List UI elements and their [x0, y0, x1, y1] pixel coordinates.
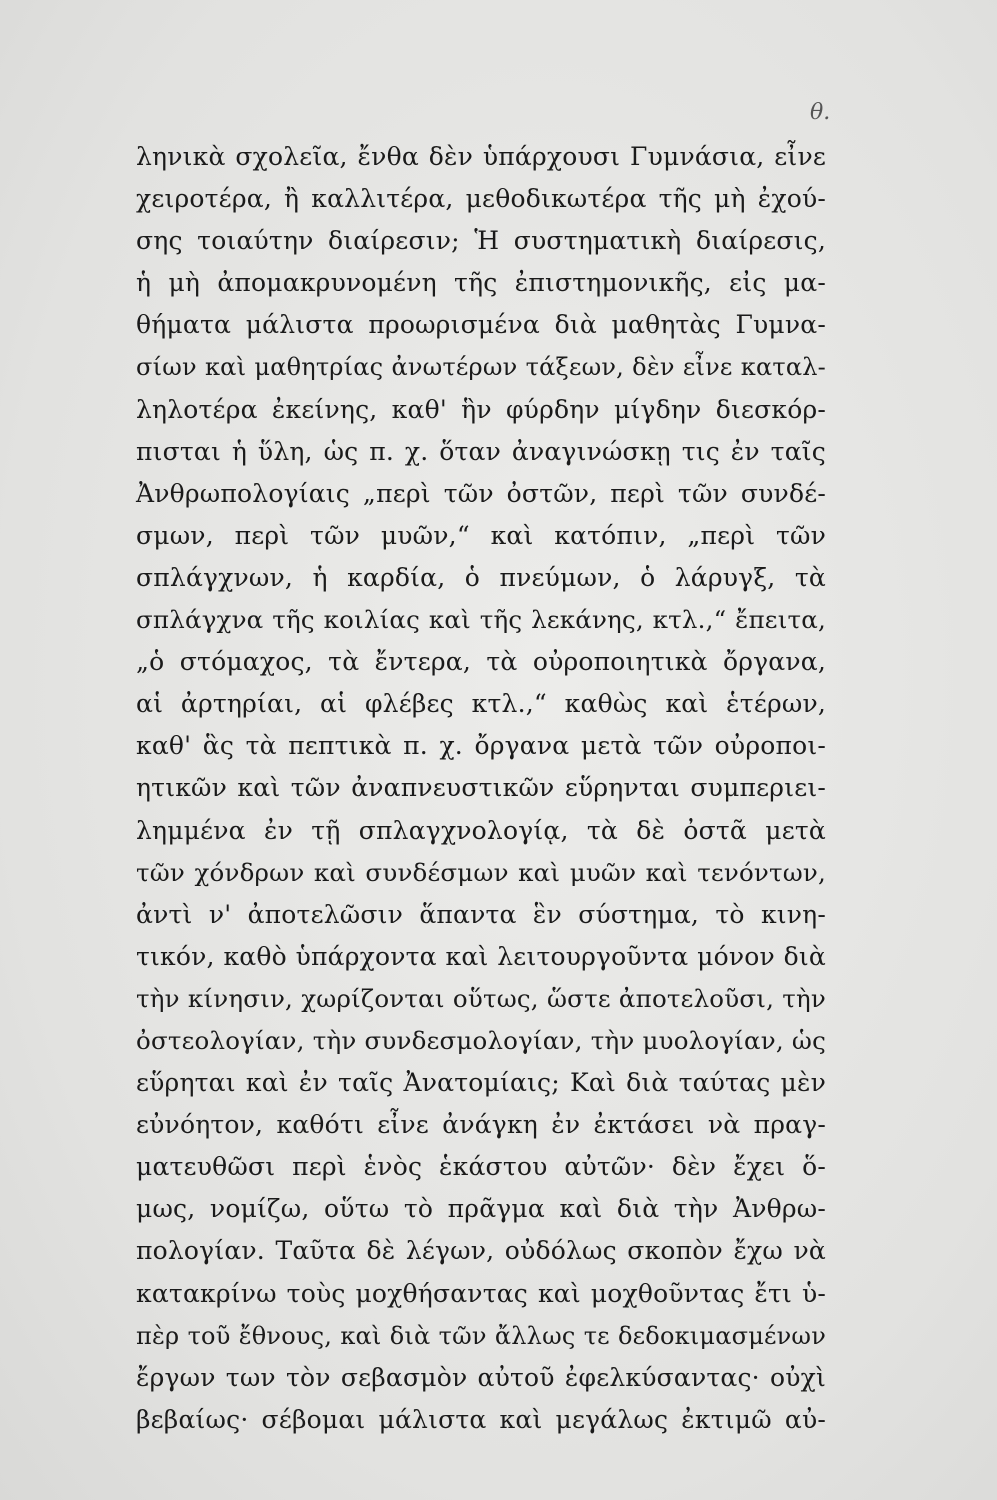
text-line: ὀστεολογίαν, τὴν συνδεσμολογίαν, τὴν μυολογίαν, ὡς	[136, 1025, 826, 1055]
text-line: αἱ ἀρτηρίαι, αἱ φλέβες κτλ.,“ καθὼς καὶ ἑτέρων,	[136, 689, 826, 719]
text-line: ληλοτέρα ἐκείνης, καθ' ἣν φύρδην μίγδην διεσκόρ-	[136, 394, 826, 424]
text-line: τικόν, καθὸ ὑπάρχοντα καὶ λειτουργοῦντα μόνον διὰ	[136, 941, 826, 971]
text-line: ητικῶν καὶ τῶν ἀναπνευστικῶν εὕρηνται συμπεριει-	[136, 773, 826, 803]
text-line: πισται ἡ ὕλη, ὡς π. χ. ὅταν ἀναγινώσκῃ τις ἐν ταῖς	[136, 436, 826, 466]
text-line: ἡ μὴ ἀπομακρυνομένη τῆς ἐπιστημονικῆς, εἰς μα-	[136, 268, 826, 298]
text-line: σπλάγχνα τῆς κοιλίας καὶ τῆς λεκάνης, κτλ.,“ ἔπειτα,	[136, 605, 826, 635]
text-line: βεβαίως· σέβομαι μάλιστα καὶ μεγάλως ἐκτιμῶ αὐ-	[136, 1404, 826, 1434]
text-line: μως, νομίζω, οὕτω τὸ πρᾶγμα καὶ διὰ τὴν Ἀνθρω-	[136, 1194, 826, 1224]
text-line: τὴν κίνησιν, χωρίζονται οὕτως, ὥστε ἀποτελοῦσι, τὴν	[136, 983, 826, 1013]
text-line: λημμένα ἐν τῇ σπλαγχνολογίᾳ, τὰ δὲ ὀστᾶ μετὰ	[136, 815, 826, 845]
text-line: πὲρ τοῦ ἔθνους, καὶ διὰ τῶν ἄλλως τε δεδοκιμασμένων	[136, 1321, 826, 1350]
text-line: ληνικὰ σχολεῖα, ἔνθα δὲν ὑπάρχουσι Γυμνάσια, εἶνε	[136, 142, 826, 171]
text-line: τῶν χόνδρων καὶ συνδέσμων καὶ μυῶν καὶ τενόντων,	[136, 857, 826, 887]
text-line: σης τοιαύτην διαίρεσιν; Ἡ συστηματικὴ διαίρεσις,	[136, 226, 826, 256]
text-line: εὕρηται καὶ ἐν ταῖς Ἀνατομίαις; Καὶ διὰ ταύτας μὲν	[136, 1068, 826, 1098]
text-line: θήματα μάλιστα προωρισμένα διὰ μαθητὰς Γυμνα-	[136, 310, 826, 340]
text-line: κατακρίνω τοὺς μοχθήσαντας καὶ μοχθοῦντας ἔτι ὑ-	[136, 1278, 826, 1308]
body-text	[136, 136, 826, 1441]
text-line: καθ' ἃς τὰ πεπτικὰ π. χ. ὄργανα μετὰ τῶν οὐροποι-	[136, 731, 826, 761]
text-line: ἔργων των τὸν σεβασμὸν αὐτοῦ ἐφελκύσαντας· οὐχὶ	[136, 1362, 826, 1392]
text-line: χειροτέρα, ἢ καλλιτέρα, μεθοδικωτέρα τῆς μὴ ἐχού-	[136, 184, 826, 214]
page-number: θ.	[810, 100, 831, 125]
text-line: σπλάγχνων, ἡ καρδία, ὁ πνεύμων, ὁ λάρυγξ, τὰ	[136, 562, 826, 592]
text-line: εὐνόητον, καθότι εἶνε ἀνάγκη ἐν ἐκτάσει νὰ πραγ-	[136, 1110, 826, 1140]
text-line: ματευθῶσι περὶ ἑνὸς ἑκάστου αὐτῶν· δὲν ἔχει ὅ-	[136, 1152, 826, 1182]
text-line: πολογίαν. Ταῦτα δὲ λέγων, οὐδόλως σκοπὸν ἔχω νὰ	[136, 1236, 826, 1266]
text-line: σμων, περὶ τῶν μυῶν,“ καὶ κατόπιν, „περὶ τῶν	[136, 520, 826, 550]
text-line: „ὁ στόμαχος, τὰ ἔντερα, τὰ οὐροποιητικὰ ὄργανα,	[136, 647, 826, 677]
text-line: σίων καὶ μαθητρίας ἀνωτέρων τάξεων, δὲν εἶνε καταλ-	[136, 353, 826, 382]
text-line: Ἀνθρωπολογίαις „περὶ τῶν ὀστῶν, περὶ τῶν συνδέ-	[136, 478, 826, 508]
text-line: ἀντὶ ν' ἀποτελῶσιν ἅπαντα ἓν σύστημα, τὸ κινη-	[136, 899, 826, 929]
